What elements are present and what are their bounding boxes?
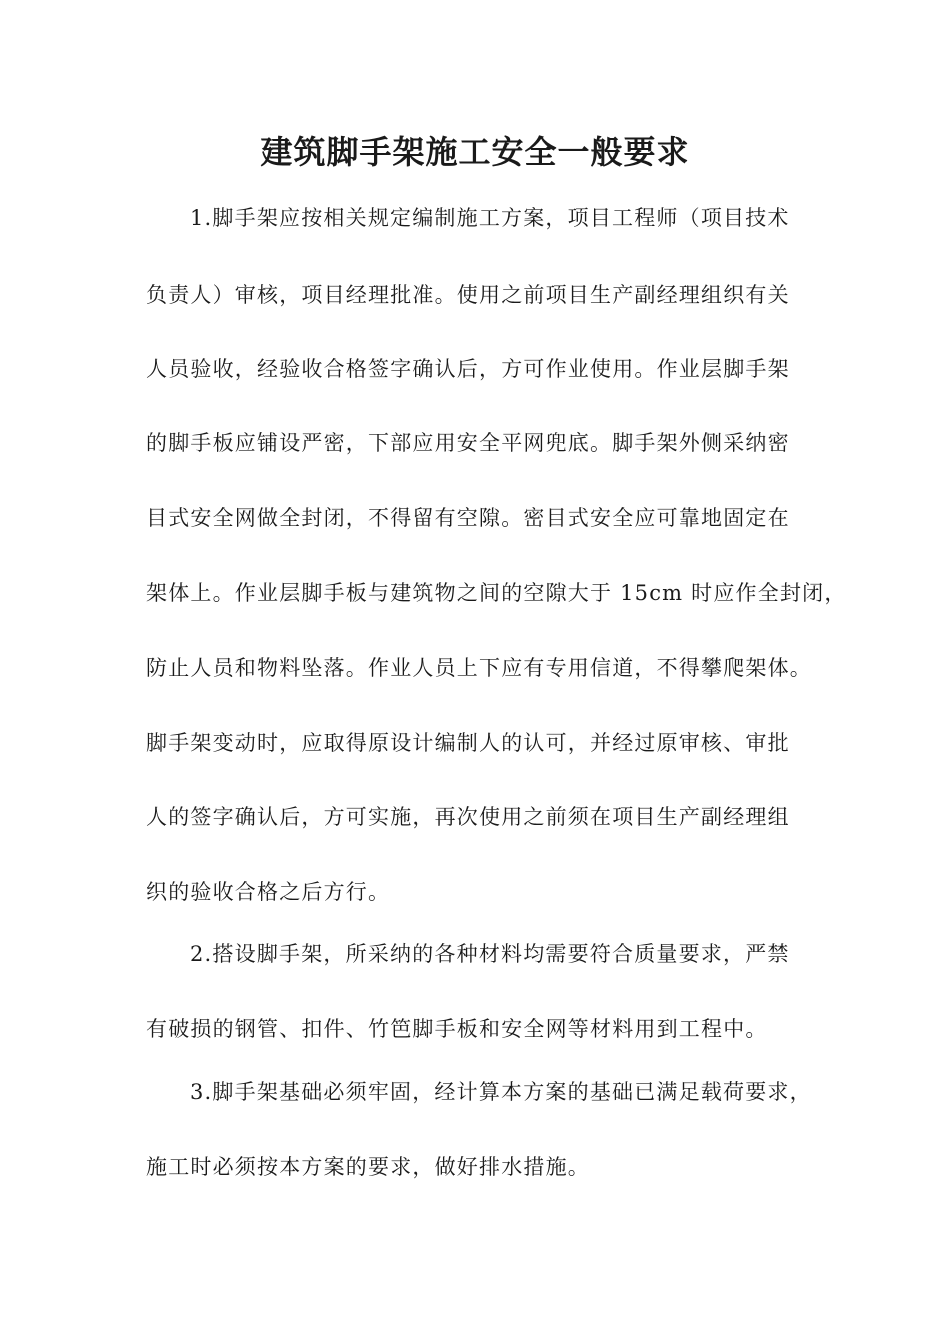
paragraph-1-line-7: 防止人员和物料坠落。作业人员上下应有专用信道，不得攀爬架体。	[146, 656, 812, 680]
paragraph-1-line-2: 负责人）审核，项目经理批准。使用之前项目生产副经理组织有关	[146, 283, 790, 307]
paragraph-1-line-8: 脚手架变动时，应取得原设计编制人的认可，并经过原审核、审批	[146, 731, 790, 755]
paragraph-1-line-5: 目式安全网做全封闭，不得留有空隙。密目式安全应可靠地固定在	[146, 506, 790, 530]
paragraph-1-line-3: 人员验收，经验收合格签字确认后，方可作业使用。作业层脚手架	[146, 357, 790, 381]
paragraph-3-line-2: 施工时必须按本方案的要求，做好排水措施。	[146, 1155, 590, 1179]
paragraph-1-line-9: 人的签字确认后，方可实施，再次使用之前须在项目生产副经理组	[146, 805, 790, 829]
paragraph-1-line-6: 架体上。作业层脚手板与建筑物之间的空隙大于 15cm 时应作全封闭，	[146, 581, 847, 605]
page-title: 建筑脚手架施工安全一般要求	[260, 133, 690, 171]
paragraph-1-line-1: 1.脚手架应按相关规定编制施工方案，项目工程师（项目技术	[190, 206, 790, 230]
paragraph-2-line-2: 有破损的钢管、扣件、竹笆脚手板和安全网等材料用到工程中。	[146, 1017, 768, 1041]
paragraph-3-line-1: 3.脚手架基础必须牢固，经计算本方案的基础已满足载荷要求，	[190, 1080, 812, 1104]
paragraph-2-line-1: 2.搭设脚手架，所采纳的各种材料均需要符合质量要求，严禁	[190, 942, 790, 966]
paragraph-1-line-10: 织的验收合格之后方行。	[146, 880, 391, 904]
paragraph-1-line-4: 的脚手板应铺设严密，下部应用安全平网兜底。脚手架外侧采纳密	[146, 431, 790, 455]
